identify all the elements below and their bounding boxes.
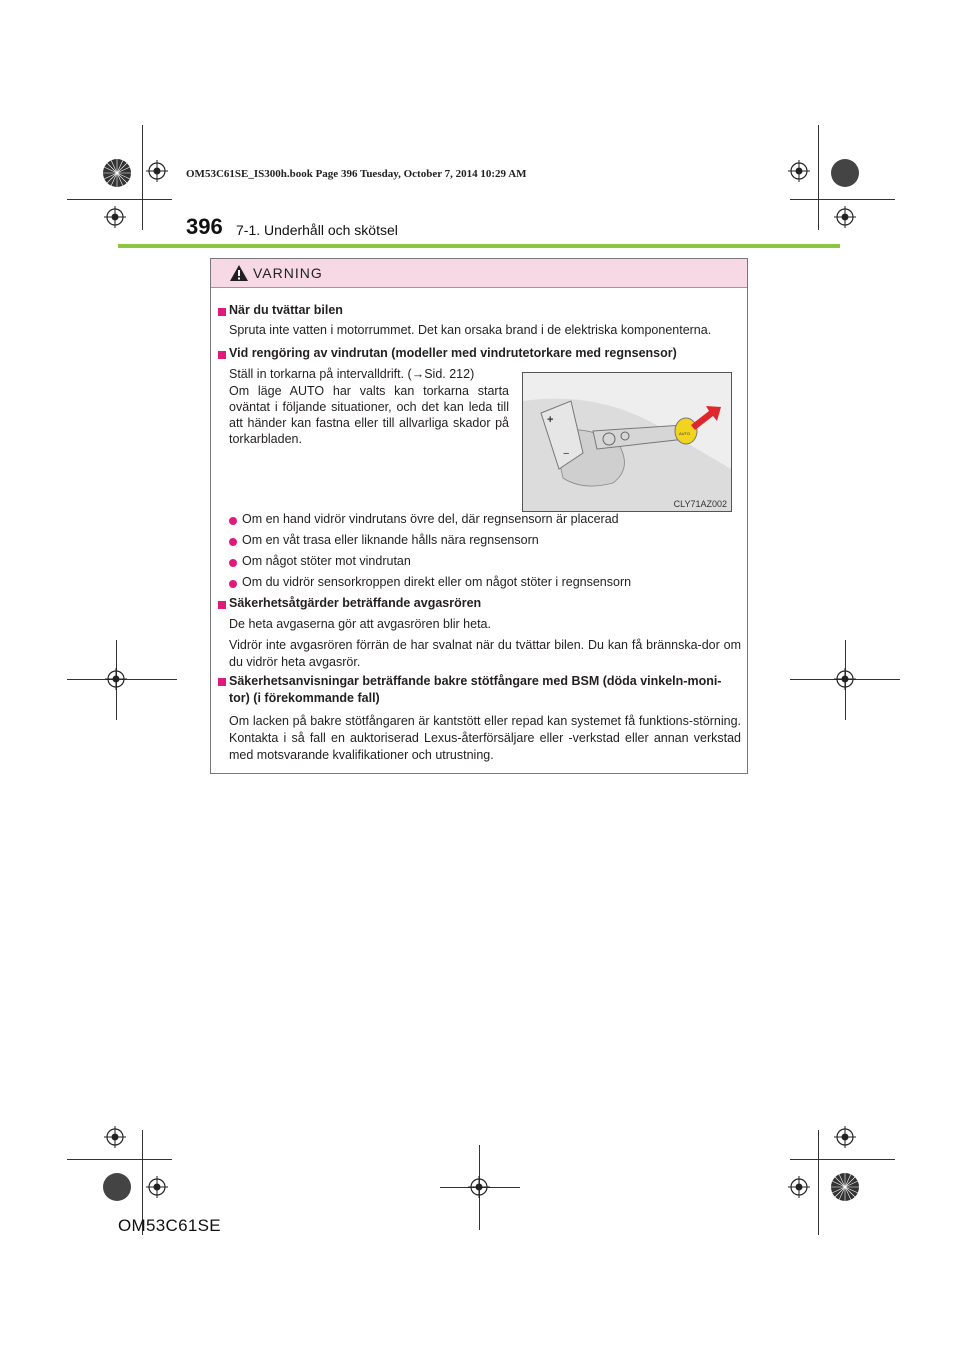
header-rule: [118, 244, 840, 248]
registration-mark-icon: [834, 1126, 856, 1148]
bullet-item: Om du vidrör sensorkroppen direkt eller om något stöter i regnsensorn: [242, 575, 632, 589]
bullet-icon: [229, 517, 237, 525]
page-number: 396: [186, 214, 223, 239]
bullet-icon: [229, 580, 237, 588]
section-text-washing: Spruta inte vatten i motorrummet. Det kan orsaka brand i de elektriska komponenterna.: [229, 323, 712, 337]
plus-label: +: [547, 414, 554, 426]
print-file-info: OM53C61SE_IS300h.book Page 396 Tuesday, October 7, 2014 10:29 AM: [186, 168, 527, 180]
wiper-lever-illustration: [523, 373, 731, 511]
warning-box: [210, 258, 748, 774]
windshield-intro-text: Om läge AUTO har valts kan torkarna starta oväntat i följande situationer, och det kan leda till att händer kan fastna eller till allvarliga skador på torkarbladen.: [229, 384, 509, 446]
warning-triangle-icon: [229, 264, 249, 282]
bullet-item: Om en hand vidrör vindrutans övre del, där regnsensorn är placerad: [242, 512, 619, 526]
section-square-icon: [218, 601, 226, 609]
minus-label: −: [563, 448, 570, 460]
registration-mark-icon: [104, 1126, 126, 1148]
registration-mark-icon: [788, 1176, 810, 1198]
section-square-icon: [218, 351, 226, 359]
color-star-target-icon: [830, 1172, 860, 1202]
registration-mark-icon: [146, 160, 168, 182]
registration-mark-icon: [788, 160, 810, 182]
exhaust-text-2: Vidrör inte avgasrören förrän de har svalnat när du tvättar bilen. Du kan få brännska-dor om du vidrör heta avgasrör.: [229, 638, 741, 669]
registration-mark-icon: [105, 668, 127, 690]
figure-code: CLY71AZ002: [673, 499, 727, 509]
auto-label: AUTO: [679, 431, 691, 436]
bullet-item: Om något stöter mot vindrutan: [242, 554, 411, 568]
section-square-icon: [218, 308, 226, 316]
section-heading-windshield: Vid rengöring av vindrutan (modeller med vindrutetorkare med regnsensor): [229, 346, 677, 360]
bullet-icon: [229, 538, 237, 546]
section-heading-washing: När du tvättar bilen: [229, 303, 343, 317]
bullet-item: Om en våt trasa eller liknande hålls nära regnsensorn: [242, 533, 539, 547]
color-star-target-icon: [102, 1172, 132, 1202]
registration-mark-icon: [146, 1176, 168, 1198]
section-title: 7-1. Underhåll och skötsel: [236, 222, 398, 238]
registration-mark-icon: [104, 206, 126, 228]
wiper-lever-figure: [522, 372, 732, 512]
registration-mark-icon: [468, 1176, 490, 1198]
warning-title: VARNING: [253, 265, 323, 281]
section-square-icon: [218, 678, 226, 686]
windshield-intro-line: Ställ in torkarna på intervalldrift. (→Sid. 212): [229, 367, 475, 381]
section-heading-bsm: Säkerhetsanvisningar beträffande bakre stötfångare med BSM (döda vinkeln-moni-tor) (i förekommande fall): [229, 674, 722, 705]
exhaust-text-1: De heta avgaserna gör att avgasrören blir heta.: [229, 617, 491, 631]
color-star-target-icon: [102, 158, 132, 188]
registration-mark-icon: [834, 668, 856, 690]
color-star-target-icon: [830, 158, 860, 188]
bullet-icon: [229, 559, 237, 567]
bsm-text: Om lacken på bakre stötfångaren är kantstött eller repad kan systemet få funktions-störning. Kontakta i så fall en auktoriserad Lexus-återförsäljare eller -verkstad eller annan verkstad med motsvarande kvalifikationer och utrustning.: [229, 714, 741, 762]
section-heading-exhaust: Säkerhetsåtgärder beträffande avgasrören: [229, 596, 482, 610]
manual-code: OM53C61SE: [118, 1216, 221, 1235]
registration-mark-icon: [834, 206, 856, 228]
warning-header: [211, 259, 747, 288]
